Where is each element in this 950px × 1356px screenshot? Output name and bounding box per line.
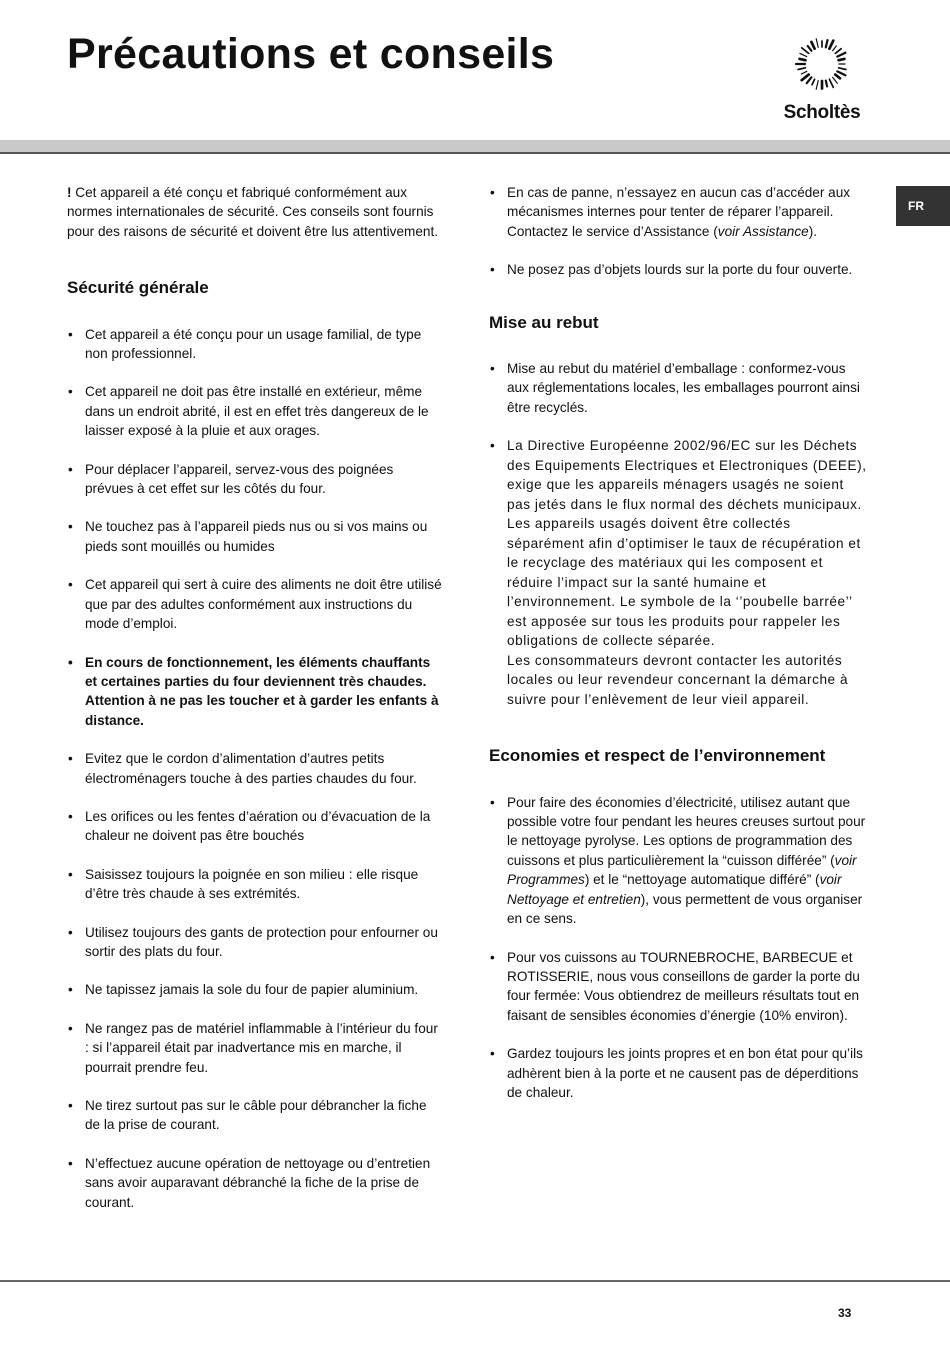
language-tab: FR [896,186,950,226]
brand-logo [776,30,868,126]
logo-ray [798,68,805,70]
securite-list [67,325,445,1212]
cross-reference: voir Programmes [507,852,857,888]
logo-ray [829,41,833,49]
list-item: • Cet appareil a été conçu pour un usage familial, de type non professionnel. [67,325,445,364]
list-item: • Gardez toujours les joints propres et en bon état pour qu’ils adhèrent bien à la porte et ne causent pas de déperditions de chaleur. [489,1044,867,1102]
list-item-warning: • En cours de fonctionnement, les éléments chauffants et certaines parties du four deviennent très chaudes. Attention à ne pas les toucher et à garder les enfants à distance. [67,653,445,731]
logo-ray [833,77,838,83]
logo-ray [835,49,841,54]
logo-ray [802,48,809,54]
list-item [489,793,867,929]
list-item [489,183,867,241]
logo-ray [816,39,818,48]
intro-text: Cet appareil a été conçu et fabriqué conformément aux normes internationales de sécurité. Ces conseils sont fournis pour des raisons de sécurité et doivent être lus attentivement. [67,185,439,239]
list-item: • Ne posez pas d’objets lourds sur la porte du four ouverte. [489,260,867,279]
item-text: ), vous permettent de vous organiser en ce sens. [507,891,863,927]
list-item: • Utilisez toujours des gants de protection pour enfourner ou sortir des plats du four. [67,923,445,962]
cross-reference: voir Assistance [717,223,809,239]
list-item: • Ne rangez pas de matériel inflammable à l’intérieur du four : si l’appareil était par inadvertance mis en marche, il pourrait prendre feu. [67,1019,445,1077]
heading-securite-generale: Sécurité générale [67,278,209,298]
item-text: ). [808,223,818,239]
list-item-deee [489,436,867,709]
footer-rule [0,1280,950,1282]
logo-ray [811,42,814,49]
rebut-list [489,359,867,709]
cross-reference: voir Nettoyage et entretien [507,872,842,907]
heading-mise-au-rebut: Mise au rebut [489,312,599,332]
logo-ray [839,68,846,70]
list-item: • Ne touchez pas à l’appareil pieds nus ou si vos mains ou pieds sont mouillés ou humides [67,517,445,556]
logo-ray [826,81,827,87]
item-text: En cas de panne, n’essayez en aucun cas d’accéder aux mécanismes internes pour tenter de réparer l’appareil. Contactez le service d’Assistance ( [507,185,851,239]
securite-list-continued [489,183,867,280]
list-item: • Pour vos cuissons au TOURNEBROCHE, BARBECUE et ROTISSERIE, nous vous conseillons de garder la porte du four fermée: Vous obtiendrez de meilleurs résultats tout en faisant de sensibles économies d’énergie (10% environ). [489,948,867,1026]
logo-ray [808,46,812,51]
intro-paragraph [67,183,445,241]
logo-ray [807,77,812,83]
list-item: • Pour déplacer l’appareil, servez-vous des poignées prévues à cet effet sur les côtés du four. [67,460,445,499]
logo-ray [816,81,818,90]
item-text: ) et le “nettoyage automatique différé” ( [584,872,820,888]
page-number: 33 [838,1306,852,1320]
list-item: • Mise au rebut du matériel d’emballage : conformez-vous aux réglementations locales, les emballages pourront ainsi être recyclés. [489,359,867,417]
header-bar [0,140,950,152]
logo-ray [801,71,806,74]
list-item: • Ne tirez surtout pas sur le câble pour débrancher la fiche de la prise de courant. [67,1096,445,1135]
logo-ray [837,53,845,57]
eco-list [489,793,867,1103]
list-item: • N’effectuez aucune opération de nettoyage ou d’entretien sans avoir auparavant débranché la fiche de la prise de courant. [67,1154,445,1212]
list-item: • Evitez que le cordon d’alimentation d’autres petits électroménagers touche à des parties chaudes du four. [67,749,445,788]
logo-ray [802,75,809,81]
warning-mark: ! [67,185,72,200]
brand-name: Scholtès [783,102,861,123]
logo-ray [839,59,845,60]
item-text: Pour faire des économies d’électricité, utilisez autant que possible votre four pendant les heures creuses surtout pour le nettoyage pyrolyse. Les options de programmation des cuissons et plus particulièrement la “cuisson différée” ( [507,794,866,868]
list-item: • Cet appareil qui sert à cuire des aliments ne doit être utilisé que par des adultes conformément aux instructions du mode d’emploi. [67,575,445,633]
logo-ray [800,53,807,56]
logo-ray [837,71,845,75]
logo-ray [812,79,815,84]
right-column [489,183,867,1121]
logo-ray [835,75,840,79]
list-item: • Les orifices ou les fentes d’aération ou d’évacuation de la chaleur ne doivent pas être bouchés [67,807,445,846]
logo-ray [833,46,837,51]
deee-paragraph: Les consommateurs devront contacter les autorités locales ou leur revendeur concernant la démarche à suivre pour l’enlèvement de leur vieil appareil. [507,652,849,707]
heading-economies: Economies et respect de l’environnement [489,746,826,766]
list-item: • Ne tapissez jamais la sole du four de papier aluminium. [67,980,445,999]
sun-burst-icon [776,30,868,100]
page-title: Précautions et conseils [67,30,555,78]
logo-ray [829,79,833,87]
list-item: • Cet appareil ne doit pas être installé en extérieur, même dans un endroit abrité, il est en effet très dangereux de le laisser exposé à la pluie et aux orages. [67,382,445,440]
left-column [67,183,445,1231]
logo-ray [800,59,806,60]
header-rule [0,152,950,154]
list-item: • Saisissez toujours la poignée en son milieu : elle risque d’être très chaude à ses extrémités. [67,865,445,904]
logo-ray [826,40,828,47]
deee-paragraph: • La Directive Européenne 2002/96/EC sur les Déchets des Equipements Electriques et Electroniques (DEEE), exige que les appareils ménagers usagés ne soient pas jetés dans le flux normal des déchets municipaux. Les appareils usagés doivent être collectés séparément afin d’optimiser le taux de récupération et le recyclage des matériaux qui les composent et réduire l’impact sur la santé humaine et l’environnement. Le symbole de la ‘’poubelle barrée’’ est apposée sur tous les produits pour rappeler les obligations de collecte séparée. [507,438,867,649]
